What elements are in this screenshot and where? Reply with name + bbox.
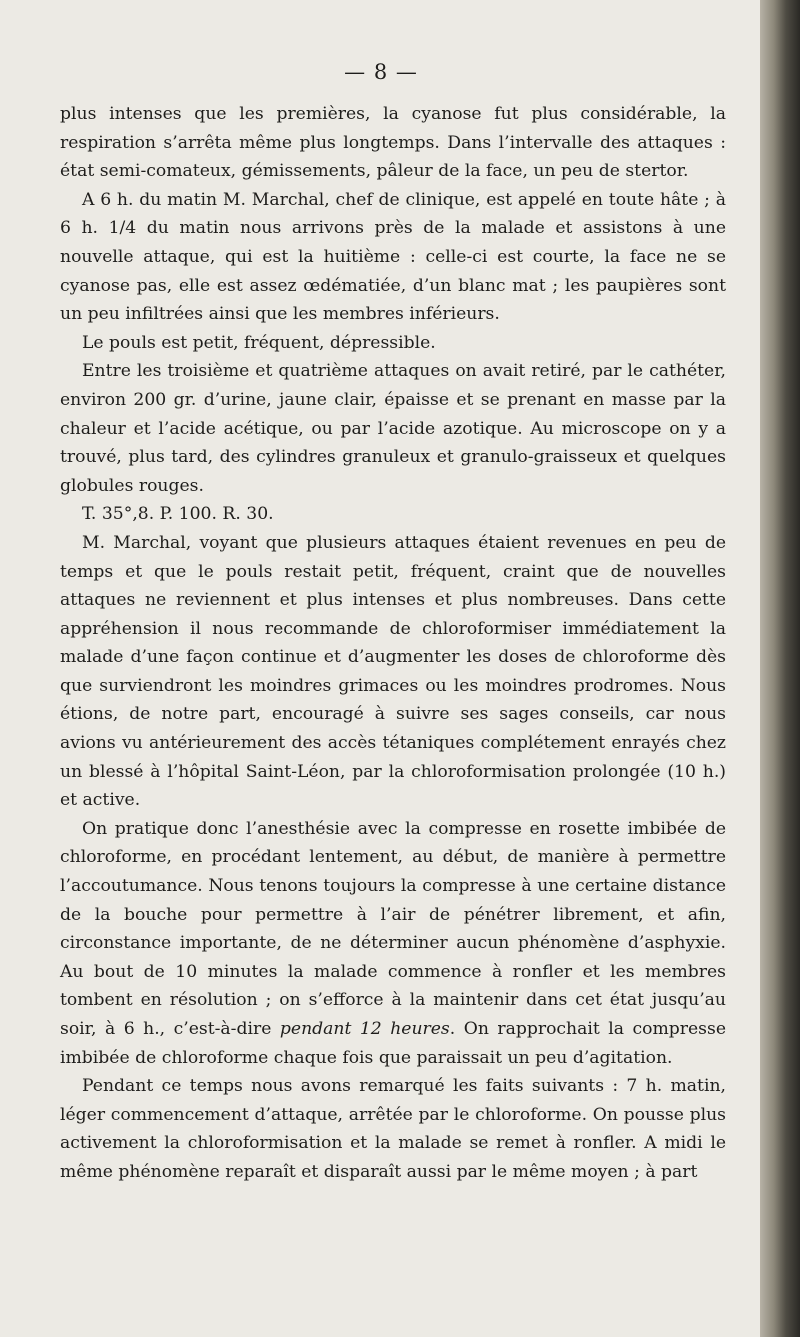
anesthesia-duration-emphasis: pendant 12 heures	[279, 1019, 450, 1039]
paragraph-morning-attack: A 6 h. du matin M. Marchal, chef de clinique, est appelé en toute hâte ; à 6 h. 1/4 du matin nous arrivons près de la malade et assistons à une nouvelle attaque, qui est la huitième : celle-ci est courte, la face ne se cyanose pas, elle est assez œdématiée, d’un blanc mat ; les paupières sont un peu infiltrées ainsi que les membres inférieurs.	[60, 189, 726, 325]
anesthesia-text-after: . On rapprochait la compresse imbibée de chloroforme chaque fois que paraissait un peu d’agitation.	[60, 1019, 726, 1068]
body-text	[60, 100, 726, 1187]
paragraph-vitals: T. 35°,8. P. 100. R. 30.	[82, 504, 274, 525]
page-binding-edge	[760, 0, 800, 1337]
page-number: — 8 —	[344, 60, 418, 84]
anesthesia-text-before: On pratique donc l’anesthésie avec la compresse en rosette imbibée de chloroforme, en procédant lentement, au début, de manière à permettre l’accoutumance. Nous tenons toujours la compresse à une certaine distance de la bouche pour permettre à l’air de pénétrer librement, et afin, circonstance importante, de ne déterminer aucun phénomène d’asphyxie. Au bout de 10 minutes la malade commence à ronfler et les membres tombent en résolution ; on s’efforce à la maintenir dans cet état jusqu’au soir, à 6 h., c’est-à-dire	[60, 818, 726, 1039]
paragraph-chloroform-plan: M. Marchal, voyant que plusieurs attaques étaient revenues en peu de temps et que le pouls restait petit, fréquent, craint que de nouvelles attaques ne reviennent et plus intenses et plus nombreuses. Dans cette appréhension il nous recommande de chloroformiser immédiatement la malade d’une façon continue et d’augmenter les doses de chloroforme dès que surviendront les moindres grimaces ou les moindres prodromes. Nous étions, de notre part, encouragé à suivre ses sages conseils, car nous avions vu antérieurement des accès tétaniques complétement enrayés chez un blessé à l’hôpital Saint-Léon, par la chloroformisation prolongée (10 h.) et active.	[60, 532, 726, 811]
paragraph-urine: Entre les troisième et quatrième attaques on avait retiré, par le cathéter, environ 200 gr. d’urine, jaune clair, épaisse et se prenant en masse par la chaleur et l’acide acétique, ou par l’acide azotique. Au microscope on y a trouvé, plus tard, des cylindres granuleux et granulo-graisseux et quelques globules rouges.	[60, 361, 726, 496]
paragraph-observations: Pendant ce temps nous avons remarqué les faits suivants : 7 h. matin, léger commencement d’attaque, arrêtée par le chloroforme. On pousse plus activement la chloroformisation et la malade se remet à ronfler. A midi le même phénomène reparaît et disparaît aussi par le même moyen ; à part	[60, 1076, 726, 1182]
paragraph-pulse: Le pouls est petit, fréquent, dépressible.	[82, 332, 436, 353]
paragraph-anesthesia	[60, 815, 726, 1072]
paragraph-continuation: plus intenses que les premières, la cyanose fut plus considérable, la respiration s’arrêta même plus longtemps. Dans l’intervalle des attaques : état semi-comateux, gémissements, pâleur de la face, un peu de stertor.	[60, 104, 726, 182]
